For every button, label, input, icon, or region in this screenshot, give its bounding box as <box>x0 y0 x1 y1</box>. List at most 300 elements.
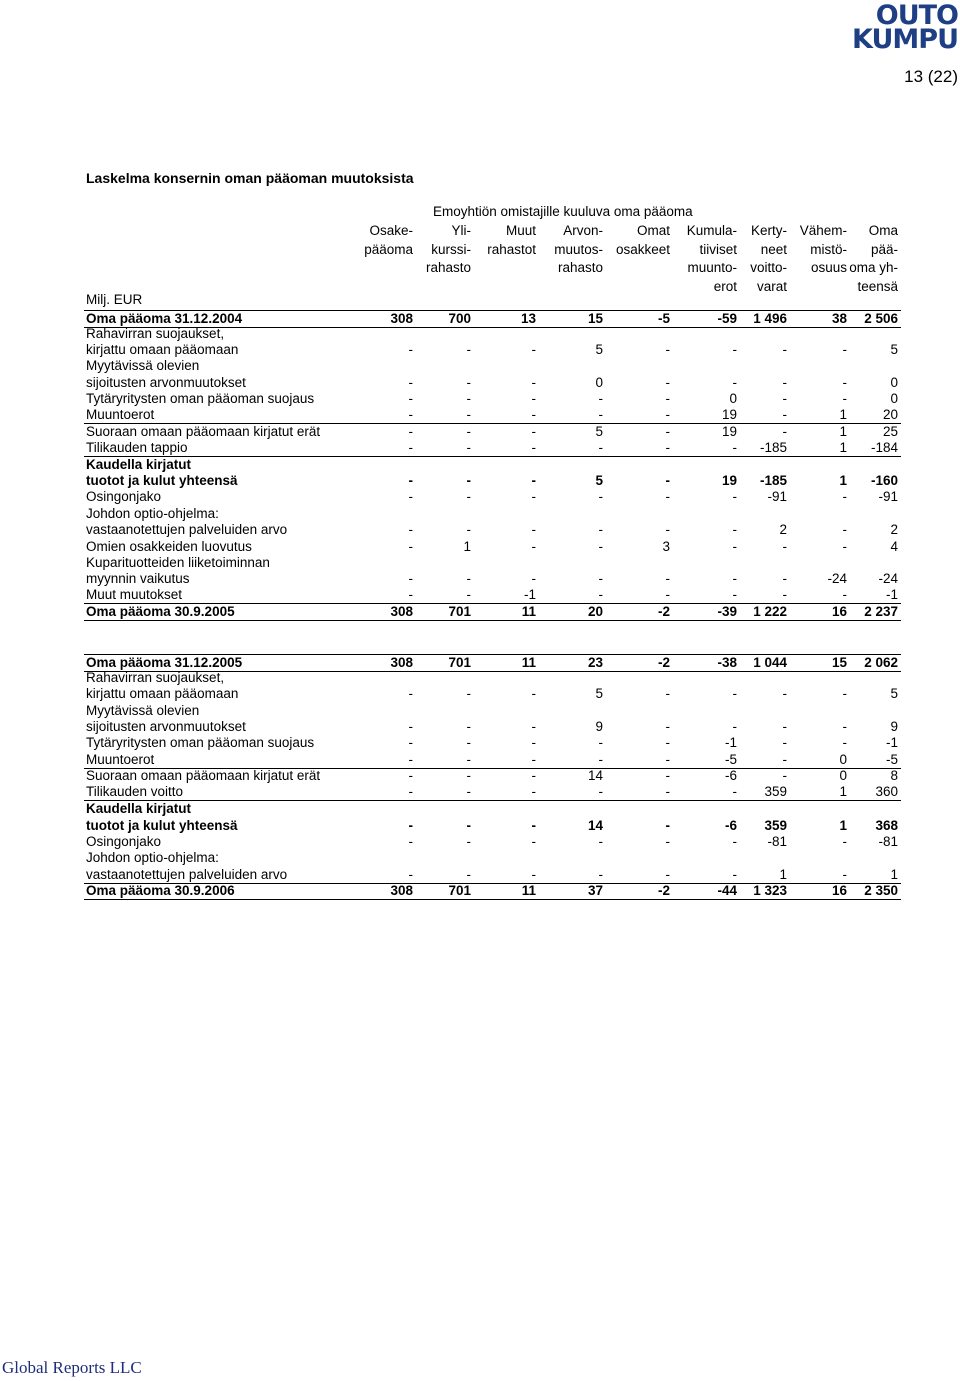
cell-value: -81 <box>878 834 898 849</box>
column-header-line: rahasto <box>425 260 471 275</box>
cell-value: 1 323 <box>753 883 787 898</box>
cell-value: - <box>732 867 737 882</box>
cell-value: - <box>466 719 471 734</box>
row-label: sijoitusten arvonmuutokset <box>86 375 246 390</box>
cell-value: - <box>665 719 670 734</box>
row-label: kirjattu omaan pääomaan <box>86 686 239 701</box>
cell-value: - <box>466 686 471 701</box>
cell-value: - <box>531 867 536 882</box>
column-header-line: pääoma <box>364 241 413 257</box>
cell-value: 20 <box>587 604 603 619</box>
row-label: tuotot ja kulut yhteensä <box>86 473 238 488</box>
row-label: Suoraan omaan pääomaan kirjatut erät <box>86 424 321 439</box>
cell-value: - <box>466 834 471 849</box>
cell-value: - <box>466 571 471 586</box>
cell-value: - <box>665 424 670 439</box>
cell-value: - <box>408 489 413 504</box>
cell-value: - <box>531 834 536 849</box>
cell-value: 13 <box>520 311 536 326</box>
cell-value: 2 <box>779 522 787 537</box>
table-row <box>84 440 901 457</box>
column-header-line: osuus <box>810 260 847 275</box>
cell-value: 9 <box>890 719 898 734</box>
cell-value: 1 <box>779 867 787 882</box>
cell-value: - <box>531 571 536 586</box>
column-header-line: Omat <box>636 223 670 238</box>
cell-value: - <box>466 735 471 750</box>
column-header-line: Muut <box>505 223 536 238</box>
cell-value: - <box>732 834 737 849</box>
cell-value: 23 <box>587 655 603 670</box>
table-row <box>84 457 901 473</box>
column-header-line: Yli- <box>451 223 471 238</box>
cell-value: - <box>408 375 413 390</box>
table-row <box>84 555 901 571</box>
cell-value: - <box>598 391 603 406</box>
column-header-line: osakkeet <box>615 241 670 257</box>
cell-value: - <box>782 407 787 422</box>
cell-value: 0 <box>595 375 603 390</box>
row-label: Oma pääoma 31.12.2004 <box>86 311 243 326</box>
column-header-line: erot <box>713 278 737 294</box>
cell-value: - <box>466 424 471 439</box>
cell-value: - <box>842 375 847 390</box>
cell-value: - <box>466 342 471 357</box>
cell-value: - <box>598 522 603 537</box>
row-label: Rahavirran suojaukset, <box>86 326 225 341</box>
cell-value: 1 <box>839 440 847 455</box>
cell-value: 1 496 <box>753 311 787 326</box>
cell-value: - <box>665 375 670 390</box>
cell-value: - <box>408 834 413 849</box>
cell-value: 1 <box>839 407 847 422</box>
cell-value: - <box>732 539 737 554</box>
cell-value: - <box>408 391 413 406</box>
cell-value: 1 <box>463 539 471 554</box>
cell-value: 359 <box>764 818 787 833</box>
table-row <box>84 670 901 686</box>
cell-value: -2 <box>657 604 670 619</box>
cell-value: 1 222 <box>753 604 787 619</box>
column-header <box>353 222 413 259</box>
cell-value: - <box>842 391 847 406</box>
table-row <box>84 752 901 769</box>
table-row <box>84 719 901 735</box>
cell-value: 2 <box>890 522 898 537</box>
column-header <box>476 222 536 259</box>
cell-value: - <box>782 391 787 406</box>
cell-value: - <box>732 375 737 390</box>
cell-value: -24 <box>878 571 898 586</box>
row-label: Tytäryritysten oman pääoman suojaus <box>86 735 315 750</box>
column-header <box>828 222 898 296</box>
cell-value: - <box>531 522 536 537</box>
cell-value: - <box>531 424 536 439</box>
cell-value: - <box>598 784 603 799</box>
cell-value: - <box>531 342 536 357</box>
cell-value: - <box>466 440 471 455</box>
table-row <box>84 834 901 850</box>
cell-value: 11 <box>521 883 536 898</box>
cell-value: 701 <box>448 655 471 670</box>
cell-value: 1 <box>839 784 847 799</box>
table-row <box>84 506 901 522</box>
cell-value: - <box>782 571 787 586</box>
row-label: Tilikauden tappio <box>86 440 188 455</box>
table-row <box>84 768 901 784</box>
cell-value: - <box>466 818 471 833</box>
cell-value: - <box>531 784 536 799</box>
cell-value: - <box>782 539 787 554</box>
cell-value: - <box>531 686 536 701</box>
cell-value: - <box>665 571 670 586</box>
cell-value: 0 <box>729 391 737 406</box>
cell-value: - <box>782 686 787 701</box>
cell-value: - <box>665 867 670 882</box>
cell-value: 2 062 <box>864 655 898 670</box>
cell-value: 2 506 <box>864 311 898 326</box>
cell-value: 2 350 <box>864 883 898 898</box>
cell-value: - <box>466 522 471 537</box>
page-title: Laskelma konsernin oman pääoman muutoksista <box>86 170 414 186</box>
cell-value: 701 <box>448 883 471 898</box>
row-label: tuotot ja kulut yhteensä <box>86 818 238 833</box>
column-header-line: Kerty- <box>750 223 787 238</box>
cell-value: - <box>408 686 413 701</box>
cell-value: - <box>466 391 471 406</box>
cell-value: -38 <box>717 655 737 670</box>
cell-value: 37 <box>587 883 603 898</box>
table-row <box>84 703 901 719</box>
table-row <box>84 735 901 751</box>
row-label: Oma pääoma 30.9.2005 <box>86 604 235 619</box>
column-header-line: teensä <box>857 278 898 294</box>
column-header-line: tiiviset <box>699 241 737 257</box>
cell-value: 1 <box>839 818 847 833</box>
column-header-line: muunto- <box>687 260 737 275</box>
cell-value: 5 <box>595 473 603 488</box>
cell-value: 308 <box>390 311 413 326</box>
column-header-line: rahasto <box>557 260 603 275</box>
cell-value: 1 <box>839 473 847 488</box>
cell-value: - <box>732 719 737 734</box>
cell-value: 0 <box>890 375 898 390</box>
cell-value: -91 <box>878 489 898 504</box>
cell-value: - <box>598 407 603 422</box>
cell-value: 308 <box>390 883 413 898</box>
cell-value: - <box>665 587 670 602</box>
cell-value: - <box>408 440 413 455</box>
cell-value: - <box>665 735 670 750</box>
cell-value: - <box>408 571 413 586</box>
cell-value: 25 <box>882 424 898 439</box>
row-label: Oma pääoma 30.9.2006 <box>86 883 235 898</box>
column-header-line: Arvon- <box>563 223 603 238</box>
table-row <box>84 358 901 374</box>
column-header <box>600 222 670 259</box>
column-header-line: muutos- <box>554 241 603 257</box>
cell-value: - <box>408 424 413 439</box>
column-header-line: Oma <box>868 223 898 238</box>
cell-value: - <box>408 867 413 882</box>
cell-value: 0 <box>839 768 847 783</box>
table-row <box>84 424 901 440</box>
cell-value: -5 <box>724 752 737 767</box>
table-row <box>84 867 901 884</box>
table-row <box>84 801 901 817</box>
cell-value: 1 044 <box>753 655 787 670</box>
row-label: kirjattu omaan pääomaan <box>86 342 239 357</box>
cell-value: - <box>408 522 413 537</box>
cell-value: 3 <box>662 539 670 554</box>
table-row <box>84 539 901 555</box>
row-label: Johdon optio-ohjelma: <box>86 850 219 865</box>
cell-value: 700 <box>448 311 471 326</box>
cell-value: -160 <box>870 473 898 488</box>
cell-value: - <box>531 375 536 390</box>
cell-value: - <box>665 473 670 488</box>
row-label: Oma pääoma 31.12.2005 <box>86 655 243 670</box>
cell-value: - <box>842 834 847 849</box>
cell-value: - <box>408 587 413 602</box>
cell-value: 1 <box>839 424 847 439</box>
cell-value: - <box>531 539 536 554</box>
cell-value: 308 <box>390 655 413 670</box>
cell-value: -6 <box>724 818 737 833</box>
table-row <box>84 883 901 900</box>
cell-value: 0 <box>839 752 847 767</box>
cell-value: - <box>598 834 603 849</box>
cell-value: 368 <box>875 818 898 833</box>
row-label: Kaudella kirjatut <box>86 457 192 472</box>
cell-value: -1 <box>885 735 898 750</box>
cell-value: 15 <box>831 655 847 670</box>
cell-value: - <box>531 768 536 783</box>
cell-value: 19 <box>721 424 737 439</box>
cell-value: - <box>408 719 413 734</box>
cell-value: 38 <box>831 311 847 326</box>
cell-value: 14 <box>587 768 603 783</box>
cell-value: -81 <box>767 834 787 849</box>
cell-value: - <box>466 587 471 602</box>
table-row <box>84 489 901 505</box>
row-label: myynnin vaikutus <box>86 571 190 586</box>
cell-value: -39 <box>717 604 737 619</box>
cell-value: 4 <box>890 539 898 554</box>
logo-text-line1: OUTO <box>875 0 958 31</box>
cell-value: -5 <box>885 752 898 767</box>
row-label: sijoitusten arvonmuutokset <box>86 719 246 734</box>
cell-value: 360 <box>875 784 898 799</box>
cell-value: - <box>732 342 737 357</box>
cell-value: 15 <box>587 311 603 326</box>
cell-value: - <box>466 489 471 504</box>
column-header-line: Kumula- <box>686 223 737 238</box>
cell-value: - <box>598 539 603 554</box>
cell-value: -185 <box>759 440 787 455</box>
cell-value: - <box>665 440 670 455</box>
column-header-line: pää- <box>870 241 898 257</box>
cell-value: -6 <box>724 768 737 783</box>
cell-value: - <box>531 719 536 734</box>
cell-value: -59 <box>717 311 737 326</box>
cell-value: - <box>665 752 670 767</box>
row-label: Osingonjako <box>86 834 162 849</box>
table-row <box>84 818 901 834</box>
column-header <box>411 222 471 278</box>
cell-value: 16 <box>831 883 847 898</box>
table-row <box>84 375 901 391</box>
unit-label: Milj. EUR <box>86 292 143 307</box>
row-label: Myytävissä olevien <box>86 703 200 718</box>
cell-value: - <box>782 752 787 767</box>
cell-value: - <box>665 818 670 833</box>
cell-value: - <box>842 539 847 554</box>
cell-value: 14 <box>587 818 603 833</box>
cell-value: - <box>408 752 413 767</box>
cell-value: 5 <box>890 342 898 357</box>
row-label: Muuntoerot <box>86 407 155 422</box>
table-row <box>84 686 901 702</box>
row-label: Muut muutokset <box>86 587 183 602</box>
cell-value: - <box>531 407 536 422</box>
cell-value: - <box>782 719 787 734</box>
cell-value: 8 <box>890 768 898 783</box>
table-row <box>84 473 901 489</box>
table-row <box>84 571 901 587</box>
row-label: vastaanotettujen palveluiden arvo <box>86 867 288 882</box>
column-header-line: mistö- <box>810 241 847 257</box>
row-label: Osingonjako <box>86 489 162 504</box>
cell-value: 19 <box>721 407 737 422</box>
cell-value: - <box>665 489 670 504</box>
cell-value: -185 <box>759 473 787 488</box>
cell-value: - <box>842 719 847 734</box>
cell-value: - <box>732 571 737 586</box>
cell-value: - <box>732 686 737 701</box>
cell-value: - <box>408 768 413 783</box>
row-label: Kuparituotteiden liiketoiminnan <box>86 555 270 570</box>
cell-value: - <box>782 342 787 357</box>
column-header-line: kurssi- <box>431 241 471 257</box>
column-header-line: varat <box>756 278 787 294</box>
cell-value: -1 <box>724 735 737 750</box>
row-label: Rahavirran suojaukset, <box>86 670 225 685</box>
column-group-header: Emoyhtiön omistajille kuuluva oma pääoma <box>433 204 693 219</box>
table-row <box>84 391 901 407</box>
cell-value: - <box>842 587 847 602</box>
cell-value: 5 <box>595 342 603 357</box>
cell-value: - <box>466 768 471 783</box>
cell-value: 1 <box>890 867 898 882</box>
cell-value: - <box>531 391 536 406</box>
table-row <box>84 850 901 866</box>
cell-value: - <box>732 784 737 799</box>
table-row <box>84 522 901 538</box>
cell-value: - <box>408 407 413 422</box>
cell-value: -1 <box>523 587 536 602</box>
cell-value: - <box>531 473 536 488</box>
cell-value: - <box>842 522 847 537</box>
cell-value: 5 <box>595 424 603 439</box>
row-label: Suoraan omaan pääomaan kirjatut erät <box>86 768 321 783</box>
cell-value: - <box>665 522 670 537</box>
column-header-line: oma yh- <box>849 260 898 275</box>
cell-value: -44 <box>717 883 737 898</box>
row-label: vastaanotettujen palveluiden arvo <box>86 522 288 537</box>
table-row <box>84 326 901 342</box>
table-row <box>84 342 901 358</box>
row-label: Tilikauden voitto <box>86 784 184 799</box>
cell-value: 9 <box>595 719 603 734</box>
cell-value: - <box>466 473 471 488</box>
logo-text-line2: KUMPU <box>852 24 958 55</box>
column-header-line: voitto- <box>750 260 787 275</box>
cell-value: - <box>598 735 603 750</box>
cell-value: -2 <box>657 655 670 670</box>
cell-value: - <box>732 587 737 602</box>
cell-value: - <box>665 834 670 849</box>
cell-value: - <box>782 375 787 390</box>
row-label: Kaudella kirjatut <box>86 801 192 816</box>
cell-value: - <box>531 440 536 455</box>
cell-value: 5 <box>890 686 898 701</box>
cell-value: - <box>782 768 787 783</box>
page-number: 13 (22) <box>904 67 958 86</box>
cell-value: - <box>598 867 603 882</box>
cell-value: - <box>665 686 670 701</box>
cell-value: 308 <box>390 604 413 619</box>
cell-value: - <box>408 735 413 750</box>
footer-source: Global Reports LLC <box>2 1358 142 1377</box>
cell-value: 11 <box>521 604 536 619</box>
cell-value: - <box>466 375 471 390</box>
column-header-line: Vähem- <box>799 223 847 238</box>
cell-value: - <box>408 539 413 554</box>
cell-value: 16 <box>831 604 847 619</box>
column-header-line: neet <box>760 241 787 257</box>
row-label: Johdon optio-ohjelma: <box>86 506 219 521</box>
cell-value: - <box>408 818 413 833</box>
cell-value: - <box>598 587 603 602</box>
cell-value: -184 <box>870 440 898 455</box>
cell-value: -2 <box>657 883 670 898</box>
cell-value: -24 <box>827 571 847 586</box>
cell-value: - <box>408 473 413 488</box>
cell-value: 359 <box>764 784 787 799</box>
column-header-line: rahastot <box>487 241 536 257</box>
cell-value: - <box>665 784 670 799</box>
cell-value: - <box>782 735 787 750</box>
cell-value: - <box>665 407 670 422</box>
cell-value: - <box>842 735 847 750</box>
cell-value: - <box>598 440 603 455</box>
cell-value: - <box>782 424 787 439</box>
table-row <box>84 587 901 604</box>
row-label: Myytävissä olevien <box>86 358 200 373</box>
cell-value: -5 <box>657 311 670 326</box>
cell-value: - <box>466 784 471 799</box>
row-label: Tytäryritysten oman pääoman suojaus <box>86 391 315 406</box>
cell-value: - <box>531 735 536 750</box>
cell-value: - <box>842 686 847 701</box>
table-row <box>84 604 901 621</box>
column-header <box>533 222 603 278</box>
cell-value: - <box>732 522 737 537</box>
cell-value: - <box>842 489 847 504</box>
cell-value: - <box>732 440 737 455</box>
cell-value: 5 <box>595 686 603 701</box>
